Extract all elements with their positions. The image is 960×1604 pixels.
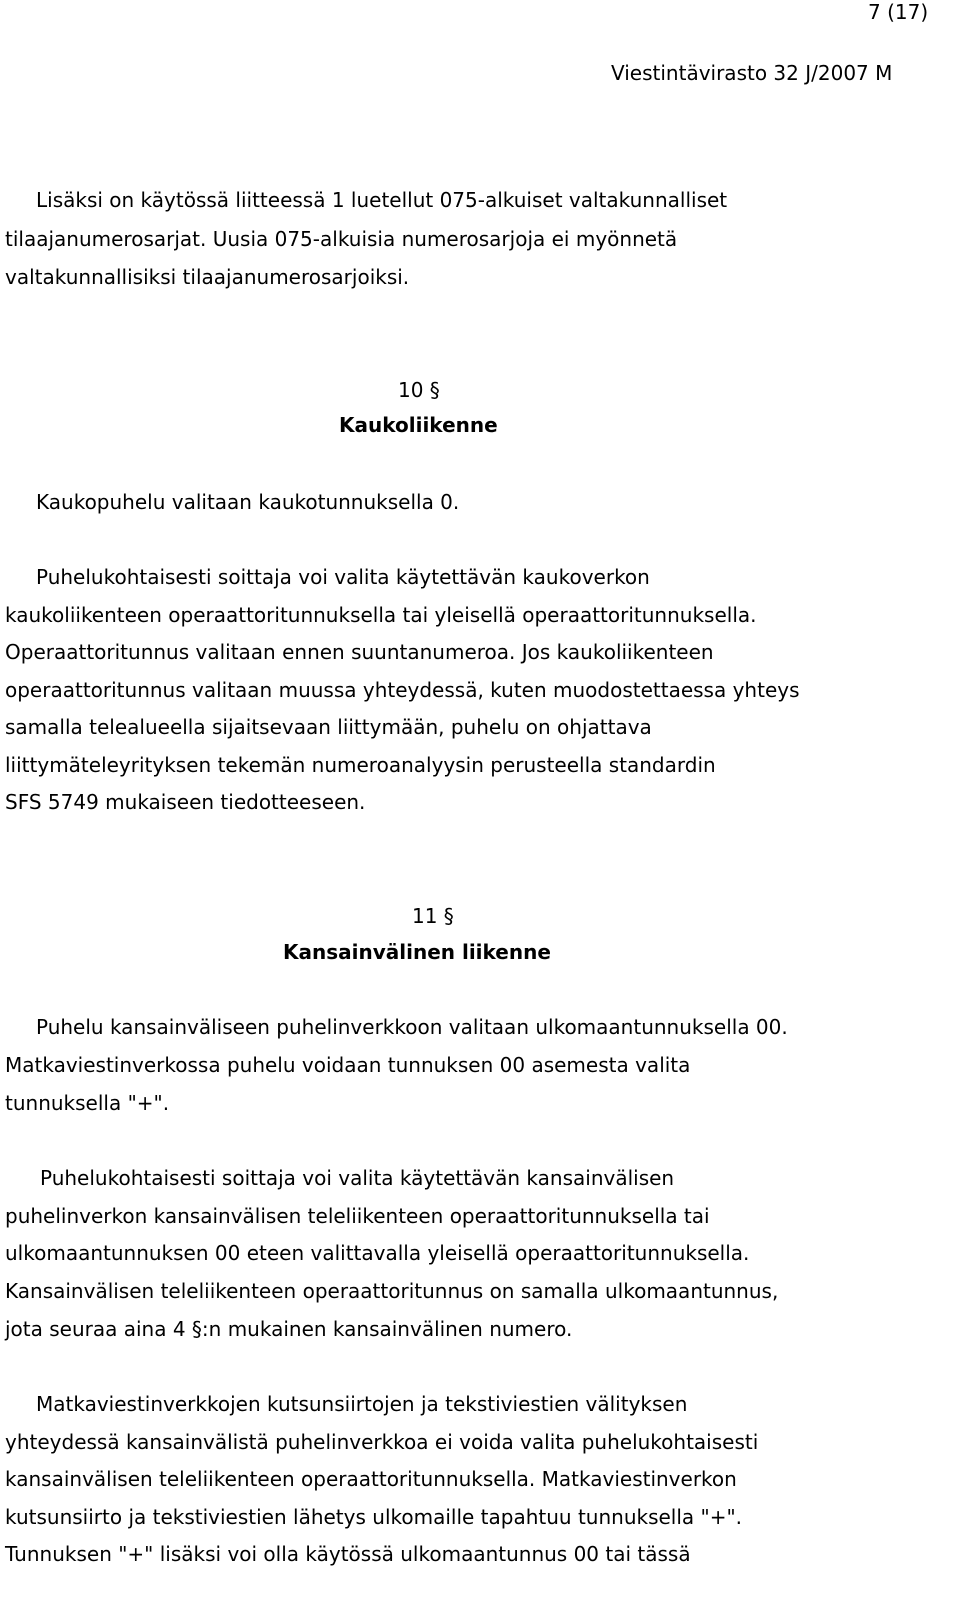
paragraph-line: samalla telealueella sijaitsevaan liittymään, puhelu on ohjattava [5, 715, 652, 739]
section-number: 10 § [398, 378, 440, 402]
page-number: 7 (17) [868, 0, 929, 24]
section-title: Kansainvälinen liikenne [283, 940, 551, 964]
paragraph-line: tilaajanumerosarjat. Uusia 075-alkuisia numerosarjoja ei myönnetä [5, 227, 678, 251]
section-title: Kaukoliikenne [339, 413, 498, 437]
section-number: 11 § [412, 904, 454, 928]
paragraph-line: valtakunnallisiksi tilaajanumerosarjoiksi. [5, 265, 410, 289]
paragraph-line: jota seuraa aina 4 §:n mukainen kansainvälinen numero. [5, 1317, 573, 1341]
paragraph-line: kaukoliikenteen operaattoritunnuksella tai yleisellä operaattoritunnuksella. [5, 603, 757, 627]
paragraph-line: Lisäksi on käytössä liitteessä 1 luetellut 075-alkuiset valtakunnalliset [36, 188, 728, 212]
paragraph-line: Matkaviestinverkkojen kutsunsiirtojen ja tekstiviestien välityksen [36, 1392, 688, 1416]
paragraph-line: Puhelukohtaisesti soittaja voi valita käytettävän kansainvälisen [40, 1166, 675, 1190]
paragraph-line: ulkomaantunnuksen 00 eteen valittavalla yleisellä operaattoritunnuksella. [5, 1241, 750, 1265]
paragraph-line: Tunnuksen "+" lisäksi voi olla käytössä ulkomaantunnus 00 tai tässä [5, 1542, 691, 1566]
paragraph-line: Kansainvälisen teleliikenteen operaattoritunnus on samalla ulkomaantunnus, [5, 1279, 779, 1303]
document-reference: Viestintävirasto 32 J/2007 M [611, 61, 893, 85]
paragraph-line: Puhelu kansainväliseen puhelinverkkoon valitaan ulkomaantunnuksella 00. [36, 1015, 788, 1039]
paragraph-line: Operaattoritunnus valitaan ennen suuntanumeroa. Jos kaukoliikenteen [5, 640, 714, 664]
paragraph-line: Puhelukohtaisesti soittaja voi valita käytettävän kaukoverkon [36, 565, 650, 589]
paragraph-line: operaattoritunnus valitaan muussa yhteydessä, kuten muodostettaessa yhteys [5, 678, 800, 702]
paragraph-line: Matkaviestinverkossa puhelu voidaan tunnuksen 00 asemesta valita [5, 1053, 691, 1077]
paragraph-line: liittymäteleyrityksen tekemän numeroanalyysin perusteella standardin [5, 753, 716, 777]
paragraph-line: tunnuksella "+". [5, 1091, 170, 1115]
paragraph-line: Kaukopuhelu valitaan kaukotunnuksella 0. [36, 490, 460, 514]
paragraph-line: yhteydessä kansainvälistä puhelinverkkoa ei voida valita puhelukohtaisesti [5, 1430, 759, 1454]
paragraph-line: SFS 5749 mukaiseen tiedotteeseen. [5, 790, 366, 814]
paragraph-line: kansainvälisen teleliikenteen operaattoritunnuksella. Matkaviestinverkon [5, 1467, 737, 1491]
paragraph-line: kutsunsiirto ja tekstiviestien lähetys ulkomaille tapahtuu tunnuksella "+". [5, 1505, 743, 1529]
paragraph-line: puhelinverkon kansainvälisen teleliikenteen operaattoritunnuksella tai [5, 1204, 710, 1228]
